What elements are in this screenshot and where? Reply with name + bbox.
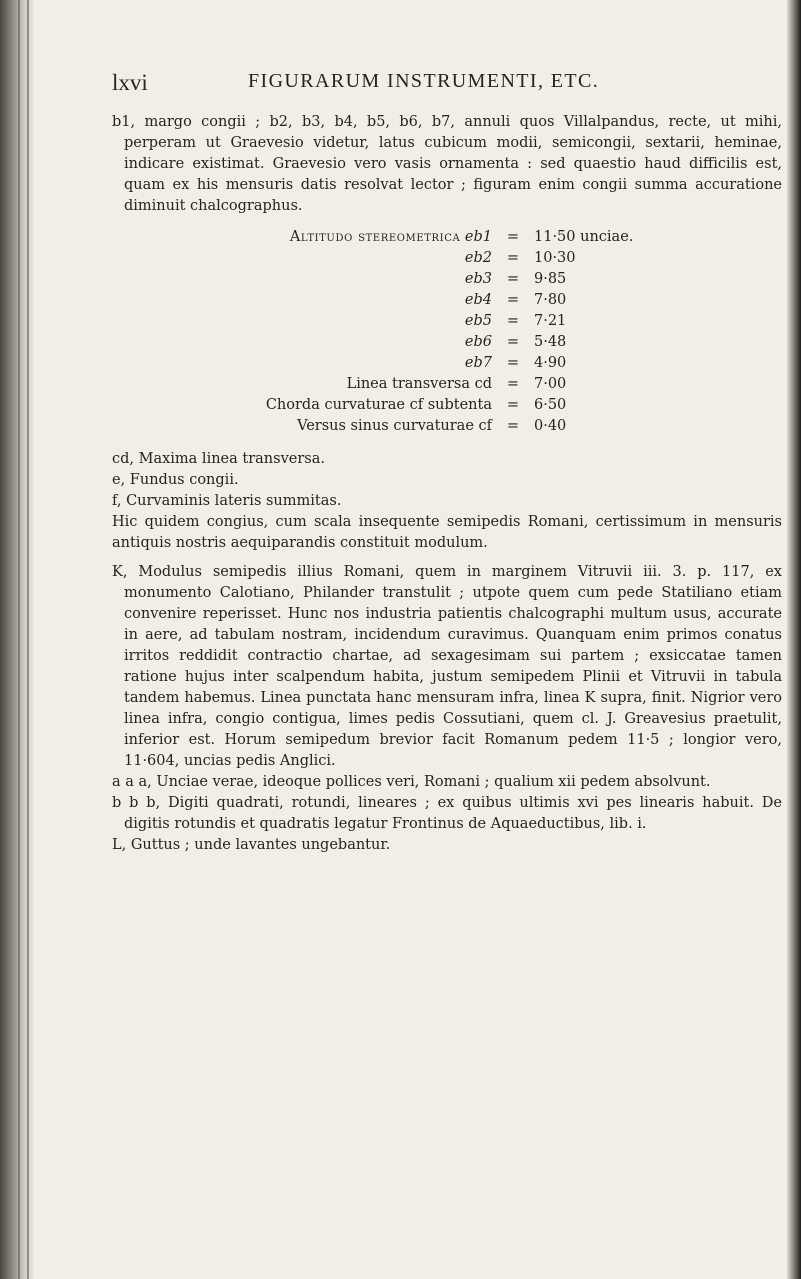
measurement-symbol: eb1 [464,229,492,245]
page-edge-shadow [787,0,801,1279]
entry-e: e, Fundus congii. [112,472,239,488]
measurement-row [112,269,672,290]
measurement-label [112,269,492,290]
measurement-row [112,290,672,311]
measurement-table [112,227,672,437]
measurement-label [112,290,492,311]
measurement-row [112,332,672,353]
paragraph-hic: Hic quidem congius, cum scala insequente semipedis Romani, certissimum in mensuris antiquis nostris aequiparandis constituit modulum. [112,514,782,551]
entry-f: f, Curvaminis lateris summitas. [112,493,342,509]
page-body [112,112,782,856]
equals-sign: = [506,397,520,413]
measurement-label: Versus sinus curvaturae cf [297,418,492,434]
measurement-label: Linea transversa cd [346,376,492,392]
page-number: lxvi [112,70,148,95]
measurement-value: 10·30 [534,250,576,266]
measurement-value: 0·40 [534,418,567,434]
equals-sign: = [506,355,520,371]
binding-line [18,0,20,1279]
binding-line [27,0,29,1279]
measurement-label [112,227,492,248]
spacer [112,554,782,562]
measurement-label [112,248,492,269]
measurement-row [112,311,672,332]
measurement-symbol: eb3 [464,271,492,287]
measurement-symbol: eb7 [464,355,492,371]
measurement-symbol: eb2 [464,250,492,266]
paragraph-intro: b1, margo congii ; b2, b3, b4, b5, b6, b7, annuli quos Villalpandus, recte, ut mihi, perperam ut Graevesio videtur, latus cubicum modii, semicongii, sextarii, heminae, indicare existimat. Graevesio vero vasis ornamenta : sed quaestio haud difficilis est, quam ex his mensuris datis resolvat lector ; figuram enim congii summa accuratione diminuit chalcographus. [112,114,782,214]
measurement-row [112,227,672,248]
running-title: FIGURARUM INSTRUMENTI, ETC. [248,70,600,92]
entry-bbb: b b b, Digiti quadrati, rotundi, lineares ; ex quibus ultimis xvi pes linearis habuit. De digitis rotundis et quadratis legatur Frontinus de Aquaeductibus, lib. i. [112,795,782,832]
measurement-symbol: eb4 [464,292,492,308]
measurement-row [112,395,672,416]
equals-sign: = [506,334,520,350]
measurement-label [112,311,492,332]
measurement-value: 11·50 unciae. [534,229,634,245]
entry-cd: cd, Maxima linea transversa. [112,451,325,467]
equals-sign: = [506,376,520,392]
equals-sign: = [506,229,520,245]
measurement-row [112,374,672,395]
measurement-value: 5·48 [534,334,567,350]
measurement-label [112,353,492,374]
measurement-row [112,416,672,437]
measurement-label: Chorda curvaturae cf subtenta [265,397,492,413]
measurement-value: 7·21 [534,313,567,329]
equals-sign: = [506,418,520,434]
measurement-value: 7·00 [534,376,567,392]
measurement-row [112,353,672,374]
measurement-value: 6·50 [534,397,567,413]
equals-sign: = [506,313,520,329]
measurement-symbol: eb5 [464,313,492,329]
measurement-value: 9·85 [534,271,567,287]
entry-aaa: a a a, Unciae verae, ideoque pollices veri, Romani ; qualium xii pedem absolvunt. [112,774,711,790]
page-header [112,66,782,100]
entry-k: K, Modulus semipedis illius Romani, quem in marginem Vitruvii iii. 3. p. 117, ex monumento Calotiano, Philander transtulit ; utpote quem cum pede Statiliano etiam convenire reperisset. Hunc nos industria patientis chalcographi multum usus, accurate in aere, ad tabulam nostram, incidendum curavimus. Quanquam enim primos conatus irritos reddidit contractio chartae, ad sexagesimam sui partem ; exsiccatae tamen ratione hujus inter scalpendum habita, justum semipedem Plinii et Vitruvii in tabula tandem habemus. Linea punctata hanc mensuram infra, linea K supra, finit. Nigrior vero linea infra, congio contigua, limes pedis Cossutiani, quem cl. J. Greavesius praetulit, inferior est. Horum semipedum brevior facit Romanum pedem 11·5 ; longior vero, 11·604, uncias pedis Anglici. [112,564,782,769]
measurement-value: 7·80 [534,292,567,308]
equals-sign: = [506,292,520,308]
measurement-symbol: eb6 [464,334,492,350]
measurement-title: Altitudo stereometrica [289,229,461,245]
equals-sign: = [506,250,520,266]
measurement-row [112,248,672,269]
measurement-label [112,332,492,353]
measurement-value: 4·90 [534,355,567,371]
equals-sign: = [506,271,520,287]
entry-l: L, Guttus ; unde lavantes ungebantur. [112,837,391,853]
